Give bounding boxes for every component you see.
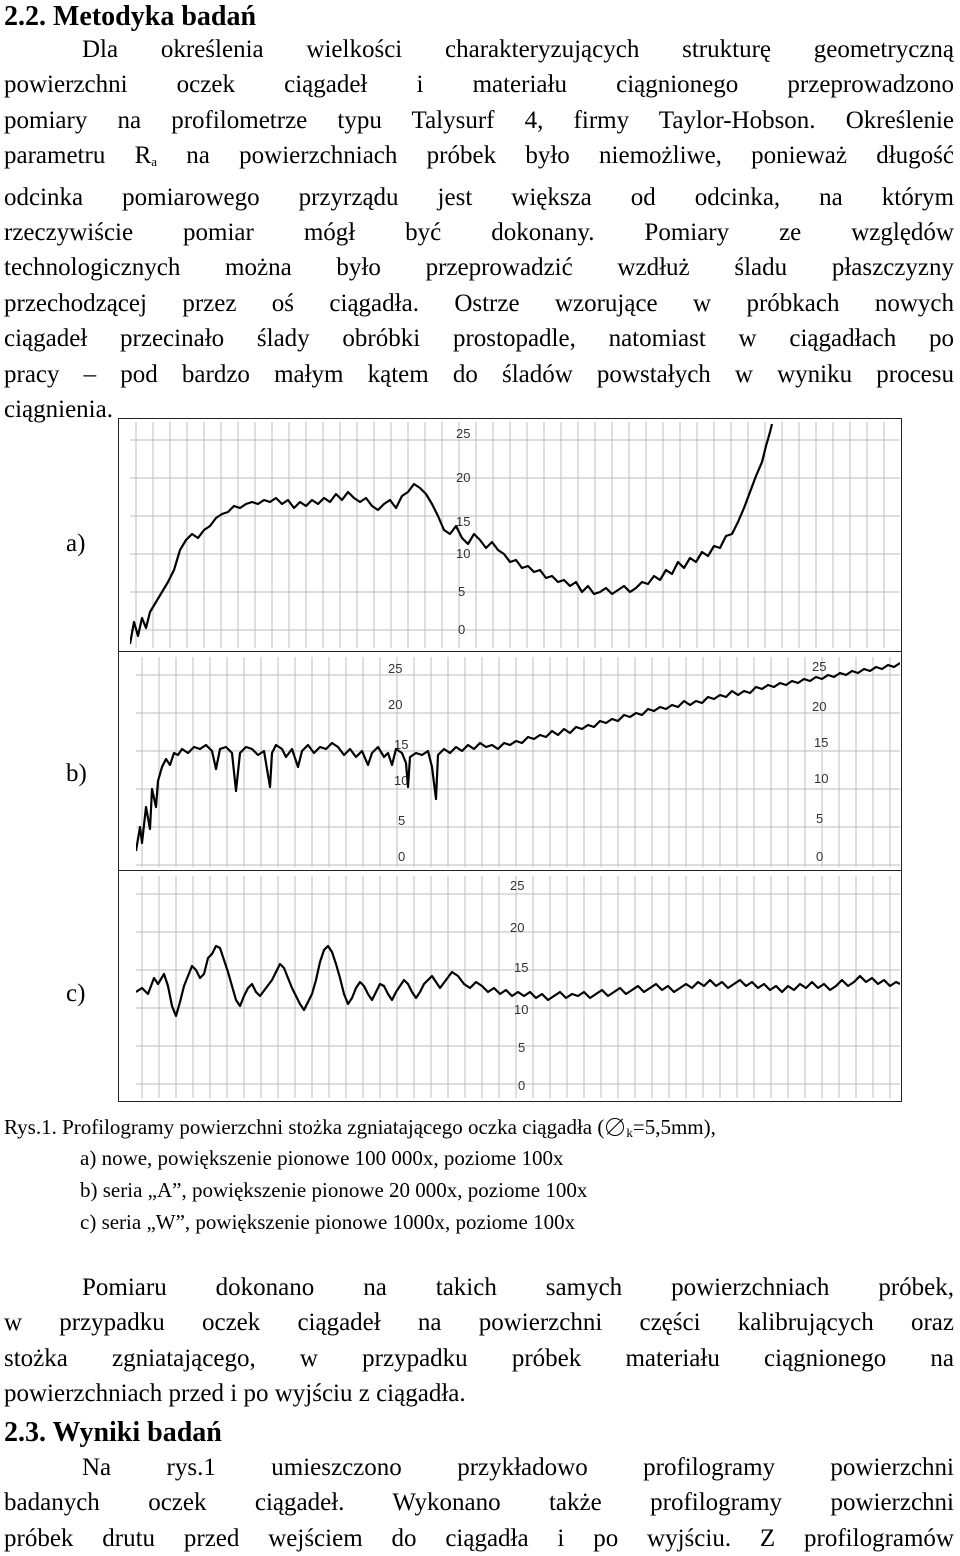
diameter-symbol-icon [606,1118,624,1136]
text-line: próbek drutu przed wejściem do ciągadła i po wyjściu. Z profilogramów [4,1524,954,1552]
scale-tick: 15 [456,514,471,529]
text-line: odcinka pomiarowego przyrządu jest większa od odcinka, na którym [4,183,954,211]
text-line: Na rys.1 umieszczono przykładowo profilogramy powierzchni [82,1454,954,1481]
text-line: ciągnienia. [4,396,113,424]
profilogram-grid [136,657,900,867]
caption-line-c: c) seria „W”, powiększenie pionowe 1000x, poziome 100x [80,1210,576,1234]
text-line: przechodzącej przez oś ciągadła. Ostrze wzorujące w próbkach nowych [4,289,954,317]
caption-line-a: a) nowe, powiększenie pionowe 100 000x, poziome 100x [80,1146,564,1170]
scale-tick: 0 [458,622,466,637]
scale-tick: 20 [812,699,827,714]
text-line: stożka zgniatającego, w przypadku próbek materiału ciągnionego na [4,1344,954,1372]
scale-tick: 25 [812,659,827,674]
profile-trace [130,424,772,644]
scale-tick: 5 [458,584,466,599]
scale-tick: 25 [456,426,471,441]
text-line: technologicznych można było przeprowadzić wzdłuż śladu płaszczyzny [4,254,954,282]
panel-label-b: b) [66,760,87,787]
scale-tick: 0 [518,1078,526,1093]
text-line: w przypadku oczek ciągadeł na powierzchni części kalibrujących oraz [4,1309,954,1337]
text-line: pomiary na profilometrze typu Talysurf 4, firmy Taylor-Hobson. Określenie [4,106,954,134]
scale-tick: 10 [814,771,829,786]
section-heading-2-2: 2.2. Metodyka badań [4,1,257,32]
text-line: powierzchni oczek ciągadeł i materiału ciągnionego przeprowadzono [4,71,954,99]
text-line: parametru $R_a$ na powierzchniach próbek było niemożliwe, ponieważ długość [4,142,954,170]
text-line: rzeczywiście pomiar mógł być dokonany. Pomiary ze względów [4,219,954,247]
scale-tick: 10 [394,773,409,788]
text-line: Dla określenia wielkości charakteryzujących strukturę geometryczną [82,36,954,63]
scale-tick: 15 [814,735,829,750]
profilogram-c [136,876,900,1098]
paragraph-results [4,1450,954,1556]
scale-tick: 5 [398,813,406,828]
scale-tick: 15 [514,960,529,975]
text-line: ciągadeł przecinało ślady obróbki prostopadle, natomiast w ciągadłach po [4,325,954,353]
text-line: Pomiaru dokonano na takich samych powierzchniach próbek, [82,1274,954,1301]
section-heading-2-3: 2.3. Wyniki badań [4,1417,222,1448]
scale-tick: 15 [394,737,409,752]
scale-tick: 5 [518,1040,526,1055]
text-line: powierzchniach przed i po wyjściu z ciągadła. [4,1380,466,1408]
profilogram-grid [130,422,900,648]
scale-tick: 5 [816,811,824,826]
scale-tick: 0 [816,849,824,864]
scale-tick: 25 [510,878,525,893]
panel-divider [118,870,902,871]
text-line: badanych oczek ciągadeł. Wykonano także profilogramy powierzchni [4,1489,954,1517]
scale-tick: 0 [398,849,406,864]
profile-trace [136,663,900,851]
text-line: pracy – pod bardzo małym kątem do śladów powstałych w wyniku procesu [4,360,954,388]
profilogram-grid [136,876,900,1098]
scale-tick: 10 [514,1002,529,1017]
profilogram-b [136,657,900,867]
paragraph-methodology [4,32,954,427]
scale-tick: 20 [456,470,471,485]
panel-label-c: c) [66,980,86,1007]
figure-caption: Rys.1. Profilogramy powierzchni stożka zgniatającego oczka ciągadła ( $_k$=5,5mm), [4,1115,716,1140]
scale-tick: 20 [510,920,525,935]
scale-tick: 10 [456,546,471,561]
panel-divider [118,651,902,652]
profilogram-a [130,422,900,648]
paragraph-measurement-surfaces [4,1270,954,1412]
caption-line-b: b) seria „A”, powiększenie pionowe 20 000x, poziome 100x [80,1178,588,1202]
panel-label-a: a) [66,530,86,557]
scale-tick: 20 [388,697,403,712]
scale-tick: 25 [388,661,403,676]
